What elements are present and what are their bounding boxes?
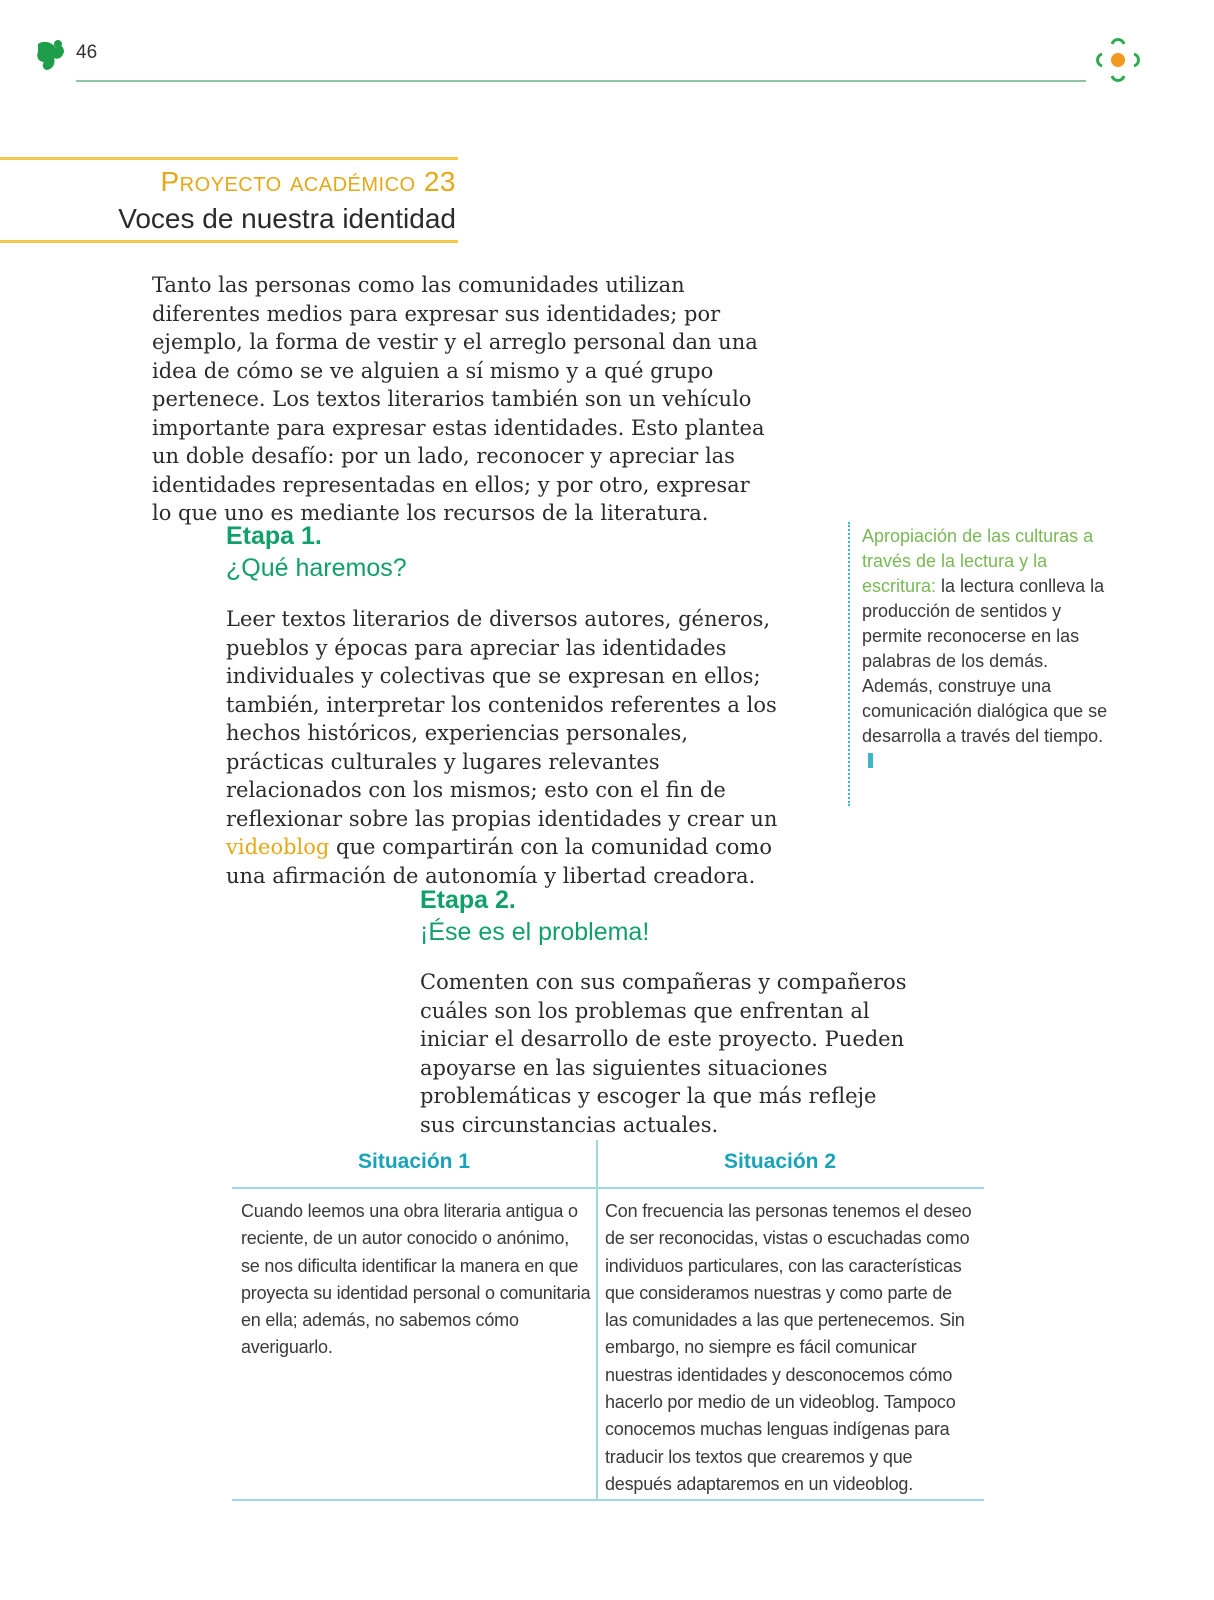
header-rule (76, 80, 1086, 82)
sidebar-title: Apropiación de las culturas a través de la lectura y la escritura: (862, 526, 1094, 596)
stage2-heading-block (420, 884, 649, 948)
title-rule-top (0, 157, 458, 160)
stage1-heading-block (226, 520, 407, 584)
situation2-title: Situación 2 (723, 1150, 837, 1173)
videoblog-term: videoblog (226, 835, 330, 859)
stage1-subheading: ¿Qué haremos? (226, 554, 407, 582)
orange-circle-green-swirls-logo (1092, 34, 1144, 86)
project-label: Proyecto académico 23 (160, 166, 456, 197)
table-column-divider (596, 1140, 598, 1500)
intro-paragraph: Tanto las personas como las comunidades utilizan diferentes medios para expresar sus identidades; por ejemplo, la forma de vestir y el arreglo personal dan una idea de cómo se ve alguien a sí mismo y a qué grupo pertenece. Los textos literarios también son un vehículo importante para expresar estas identidades. Esto plantea un doble desafío: por un lado, reconocer y apreciar las identidades representadas en ellos; y por otro, expresar lo que uno es mediante los recursos de la literatura. (152, 273, 765, 525)
stage1-heading: Etapa 1. (226, 522, 322, 550)
sidebar-body: la lectura conlleva la producción de sentidos y permite reconocerse en las palabras de los demás. Además, construye una comunicación dialógica que se desarrolla a través del tiempo. (862, 576, 1108, 746)
stage2-heading: Etapa 2. (420, 886, 516, 914)
title-rule-bottom (0, 240, 458, 243)
table-bottom-rule (232, 1499, 984, 1501)
situation1-text: Cuando leemos una obra literaria antigua o reciente, de un autor conocido o anónimo, se nos dificulta identificar la manera en que proyecta su identidad personal o comunitaria en ella; además, no sabemos cómo averiguarlo. (241, 1201, 591, 1358)
end-mark-icon (868, 753, 873, 768)
situation2-text: Con frecuencia las personas tenemos el deseo de ser reconocidas, vistas o escuchadas como individuos particulares, con las características que consideramos nuestras y como parte de las comunidades a las que pertenecemos. Sin embargo, no siempre es fácil comunicar nuestras identidades y desconocemos cómo hacerlo por medio de un videoblog. Tampoco conocemos muchas lenguas indígenas para traducir los textos que crearemos y que después adaptaremos en un videoblog. (605, 1201, 972, 1494)
situation1-title: Situación 1 (357, 1150, 471, 1173)
sidebar-note (862, 524, 1112, 774)
green-reader-icon (34, 38, 66, 74)
stage1-text-after: que compartirán con la comunidad como una afirmación de autonomía y libertad creadora. (226, 835, 772, 888)
stage2-subheading: ¡Ése es el problema! (420, 918, 650, 946)
stage1-text-before: Leer textos literarios de diversos autores, géneros, pueblos y épocas para apreciar las identidades individuales y colectivas que se expresan en ellos; también, interpretar los contenidos referentes a los hechos históricos, experiencias personales, prácticas culturales y lugares relevantes relacionados con los mismos; esto con el fin de reflexionar sobre las propias identidades y crear un (226, 607, 778, 831)
sidebar-rule (848, 522, 850, 806)
stage2-paragraph: Comenten con sus compañeras y compañeros cuáles son los problemas que enfrentan al iniciar el desarrollo de este proyecto. Pueden apoyarse en las siguientes situaciones problemáticas y escoger la que más refleje sus circunstancias actuales. (420, 970, 907, 1137)
page-number: 46 (76, 42, 98, 63)
stage1-paragraph (226, 605, 786, 890)
table-header-rule (232, 1187, 984, 1189)
project-title: Voces de nuestra identidad (118, 203, 456, 234)
